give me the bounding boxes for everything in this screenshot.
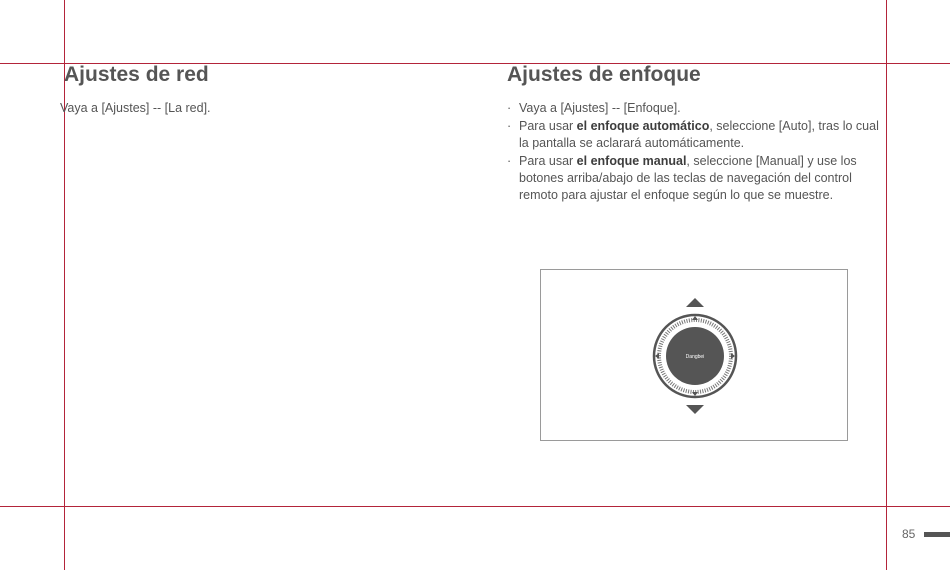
crop-line-bottom xyxy=(0,506,950,507)
list-item xyxy=(506,100,886,117)
network-settings-text: Vaya a [Ajustes] -- [La red]. xyxy=(60,101,211,115)
bullet-dot: · xyxy=(507,119,512,133)
list-item-suffix: , seleccione [Auto], tras lo cual la pantalla se aclarará automáticamente. xyxy=(519,119,879,150)
manual-focus-term: el enfoque manual xyxy=(576,154,687,168)
remote-illustration-frame xyxy=(540,269,848,441)
brand-logo-text: Dangbei xyxy=(685,354,705,360)
list-item-suffix: , seleccione [Manual] y use los botones arriba/abajo de las teclas de navegación del control remoto para ajustar el enfoque según lo que se muestre. xyxy=(519,154,857,202)
page-number: 85 xyxy=(902,527,916,541)
list-item-text: Vaya a [Ajustes] -- [Enfoque]. xyxy=(519,101,681,115)
list-item xyxy=(506,118,886,152)
page-number-bar xyxy=(924,532,950,537)
remote-control-illustration xyxy=(541,270,847,440)
network-settings-heading: Ajustes de red xyxy=(64,63,209,86)
crop-line-right xyxy=(886,0,887,570)
triangle-down-icon xyxy=(686,405,704,414)
list-item-prefix: Para usar xyxy=(519,154,577,168)
bullet-dot: · xyxy=(507,154,512,168)
bullet-dot: · xyxy=(507,101,512,115)
focus-instructions-list xyxy=(506,100,886,205)
triangle-up-icon xyxy=(686,298,704,307)
list-item-prefix: Para usar xyxy=(519,119,577,133)
list-item xyxy=(506,153,886,204)
auto-focus-term: el enfoque automático xyxy=(576,119,710,133)
focus-settings-heading: Ajustes de enfoque xyxy=(507,63,701,86)
